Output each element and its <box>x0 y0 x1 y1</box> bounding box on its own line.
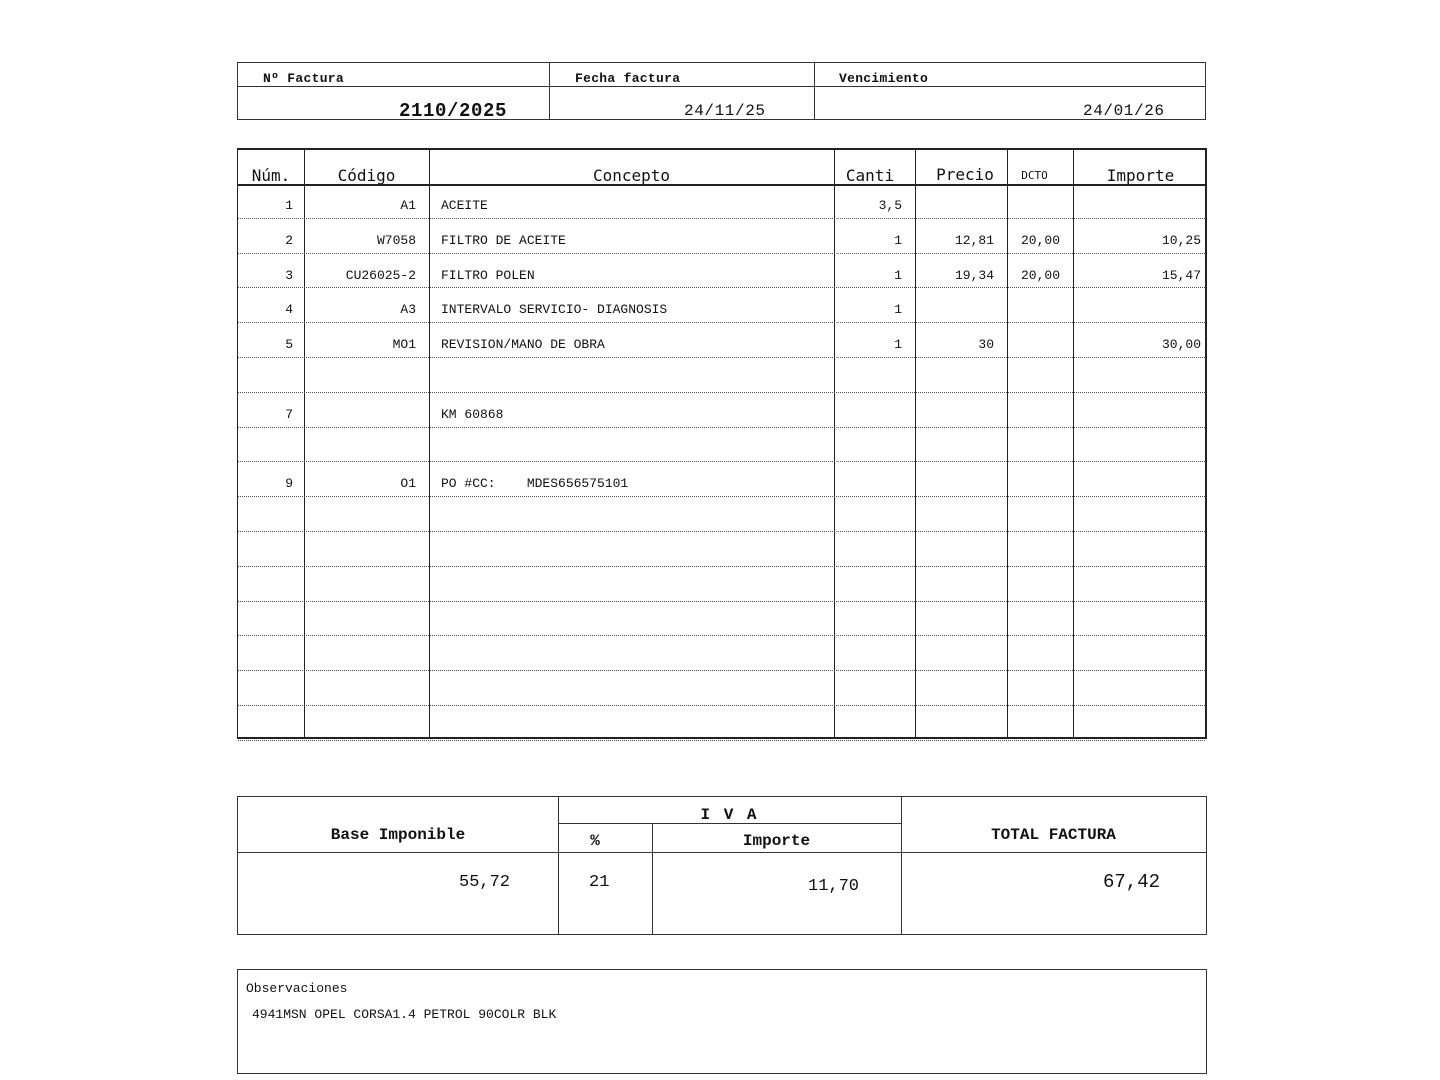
row-num: 9 <box>285 476 293 492</box>
row-concept: INTERVALO SERVICIO- DIAGNOSIS <box>441 302 668 318</box>
invoice-number: 2110/2025 <box>399 100 508 122</box>
row-concept: FILTRO POLEN <box>441 267 535 283</box>
row-concept: FILTRO DE ACEITE <box>441 232 566 248</box>
table-row <box>238 184 1205 219</box>
due-date-label: Vencimiento <box>839 71 929 86</box>
row-qty: 1 <box>894 302 902 318</box>
table-row <box>238 393 1205 428</box>
row-num: 2 <box>285 232 293 248</box>
row-code: A3 <box>400 302 416 318</box>
row-concept: KM 60868 <box>441 406 504 422</box>
row-amount: 15,47 <box>1161 267 1201 283</box>
row-concept: ACEITE <box>441 198 488 213</box>
table-row <box>238 497 1205 532</box>
divider <box>549 63 550 119</box>
iva-amount-value: 11,70 <box>808 877 860 896</box>
row-num: 5 <box>285 337 293 353</box>
table-row <box>238 323 1205 358</box>
row-code: O1 <box>400 476 416 492</box>
row-amount: 30,00 <box>1161 337 1201 353</box>
iva-amount-label: Importe <box>742 832 811 850</box>
row-price: 19,34 <box>954 267 994 283</box>
row-price: 30 <box>978 337 994 353</box>
iva-percent-value: 21 <box>589 873 610 892</box>
iva-label: I V A <box>700 806 759 824</box>
table-row <box>238 462 1205 497</box>
row-num: 3 <box>285 267 293 283</box>
divider <box>238 86 1205 87</box>
table-row <box>238 636 1205 671</box>
row-num: 4 <box>285 302 293 318</box>
divider <box>238 852 1206 853</box>
table-row <box>238 358 1205 393</box>
row-num: 1 <box>285 198 293 213</box>
base-imponible-value: 55,72 <box>459 873 511 892</box>
iva-percent-label: % <box>590 832 600 850</box>
column-header-qty: Canti <box>845 166 895 185</box>
items-table <box>237 148 1207 739</box>
table-row <box>238 567 1205 602</box>
column-header-concept: Concepto <box>592 166 671 185</box>
divider <box>814 63 815 119</box>
table-row <box>238 671 1205 706</box>
row-code: W7058 <box>376 232 416 248</box>
row-concept: PO #CC: MDES656575101 <box>441 476 629 492</box>
column-header-code: Código <box>337 166 396 185</box>
table-row <box>238 602 1205 637</box>
total-factura-value: 67,42 <box>1103 871 1161 893</box>
observations-text: 4941MSN OPEL CORSA1.4 PETROL 90COLR BLK <box>252 1007 557 1022</box>
row-code: MO1 <box>392 337 416 353</box>
invoice-date: 24/11/25 <box>684 102 766 120</box>
table-row <box>238 254 1205 289</box>
total-factura-label: TOTAL FACTURA <box>991 826 1116 844</box>
invoice-date-label: Fecha factura <box>575 71 681 86</box>
column-header-price: Precio <box>936 165 994 184</box>
row-qty: 1 <box>894 267 902 283</box>
row-amount: 10,25 <box>1161 232 1201 248</box>
row-qty: 1 <box>894 232 902 248</box>
row-qty: 1 <box>894 337 902 353</box>
column-header-num: Núm. <box>251 166 291 185</box>
table-row <box>238 532 1205 567</box>
table-row <box>238 288 1205 323</box>
column-header-discount: DCTO <box>1021 169 1048 182</box>
row-discount: 20,00 <box>1020 232 1060 248</box>
row-num: 7 <box>285 406 293 422</box>
column-header-amount: Importe <box>1106 166 1175 185</box>
observations-box <box>237 969 1207 1074</box>
invoice-header <box>237 62 1206 120</box>
base-imponible-label: Base Imponible <box>330 826 466 844</box>
divider <box>901 797 902 935</box>
table-row <box>238 706 1205 741</box>
invoice-number-label: Nº Factura <box>263 71 345 86</box>
observations-label: Observaciones <box>246 981 348 996</box>
row-concept: REVISION/MANO DE OBRA <box>441 337 605 353</box>
table-row <box>238 428 1205 463</box>
totals-box <box>237 796 1207 935</box>
row-code: A1 <box>400 198 416 213</box>
due-date: 24/01/26 <box>1083 102 1165 120</box>
row-discount: 20,00 <box>1020 267 1060 283</box>
row-code: CU26025-2 <box>345 267 416 283</box>
row-qty: 3,5 <box>878 198 902 213</box>
row-price: 12,81 <box>954 232 994 248</box>
table-row <box>238 219 1205 254</box>
